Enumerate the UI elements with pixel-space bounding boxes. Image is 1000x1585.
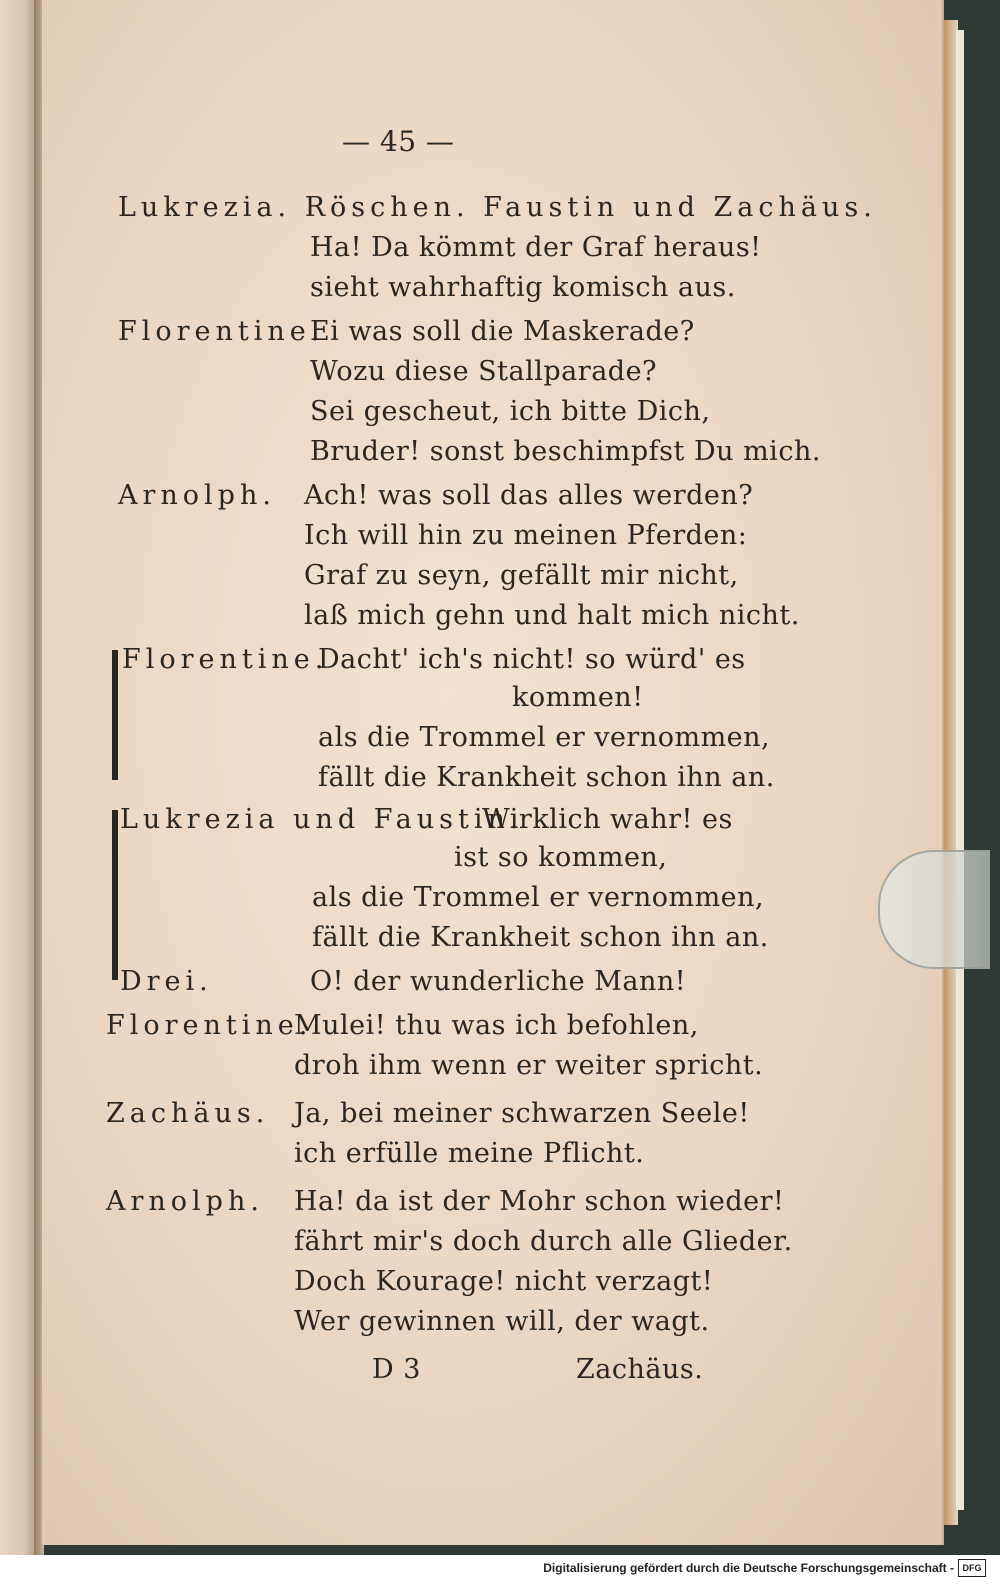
verse-line: fällt die Krankheit schon ihn an.	[312, 922, 769, 953]
verse-line: Graf zu seyn, gefällt mir nicht,	[304, 560, 739, 591]
book-page	[42, 0, 944, 1545]
page-clip	[878, 850, 990, 969]
signature-mark: D 3	[372, 1354, 421, 1385]
verse-line: ich erfülle meine Pflicht.	[294, 1138, 645, 1169]
speaker-florentine: Florentine.	[118, 316, 325, 347]
verse-line: als die Trommel er vernommen,	[312, 882, 765, 913]
dfg-logo-icon: DFG	[958, 1559, 986, 1577]
verse-line: Ha! Da kömmt der Graf heraus!	[310, 232, 762, 263]
speaker-lukrezia-faustin: Lukrezia und Faustin.	[120, 804, 524, 835]
verse-line: Ich will hin zu meinen Pferden:	[304, 520, 748, 551]
bracket-mark	[112, 650, 118, 780]
verse-line: Dacht' ich's nicht! so würd' es	[318, 644, 746, 675]
verse-line: O! der wunderliche Mann!	[310, 966, 687, 997]
speaker-drei: Drei.	[120, 966, 213, 997]
verse-line: Bruder! sonst beschimpfst Du mich.	[310, 436, 821, 467]
verse-line: Ei was soll die Maskerade?	[310, 316, 695, 347]
verse-line: Ach! was soll das alles werden?	[304, 480, 754, 511]
page-edges-light	[956, 30, 964, 1510]
verse-line: Ha! da ist der Mohr schon wieder!	[294, 1186, 785, 1217]
speaker-lukrezia-group: Lukrezia. Röschen. Faustin und Zachäus.	[118, 192, 877, 223]
verse-line: fährt mir's doch durch alle Glieder.	[294, 1226, 793, 1257]
speaker-arnolph: Arnolph.	[118, 480, 276, 511]
left-facing-page	[0, 0, 36, 1555]
speaker-florentine: Florentine.	[106, 1010, 313, 1041]
verse-line: kommen!	[512, 682, 644, 713]
footer-bar	[0, 1555, 1000, 1585]
speaker-florentine: Florentine.	[122, 644, 329, 675]
footer-credit: Digitalisierung gefördert durch die Deutsche Forschungsgemeinschaft -	[543, 1561, 954, 1575]
verse-line: Mulei! thu was ich befohlen,	[294, 1010, 699, 1041]
verse-line: Wirklich wahr! es	[482, 804, 733, 835]
verse-line: ist so kommen,	[454, 842, 668, 873]
verse-line: sieht wahrhaftig komisch aus.	[310, 272, 736, 303]
bracket-mark	[112, 810, 118, 980]
speaker-zachaeus: Zachäus.	[106, 1098, 270, 1129]
verse-line: als die Trommel er vernommen,	[318, 722, 771, 753]
verse-line: Wer gewinnen will, der wagt.	[294, 1306, 710, 1337]
verse-line: droh ihm wenn er weiter spricht.	[294, 1050, 764, 1081]
verse-line: Ja, bei meiner schwarzen Seele!	[294, 1098, 750, 1129]
verse-line: fällt die Krankheit schon ihn an.	[318, 762, 775, 793]
verse-line: Sei gescheut, ich bitte Dich,	[310, 396, 711, 427]
page-number: — 45 —	[342, 125, 455, 158]
speaker-arnolph: Arnolph.	[106, 1186, 264, 1217]
catchword: Zachäus.	[576, 1354, 704, 1385]
verse-line: laß mich gehn und halt mich nicht.	[304, 600, 800, 631]
verse-line: Wozu diese Stallparade?	[310, 356, 658, 387]
verse-line: Doch Kourage! nicht verzagt!	[294, 1266, 714, 1297]
